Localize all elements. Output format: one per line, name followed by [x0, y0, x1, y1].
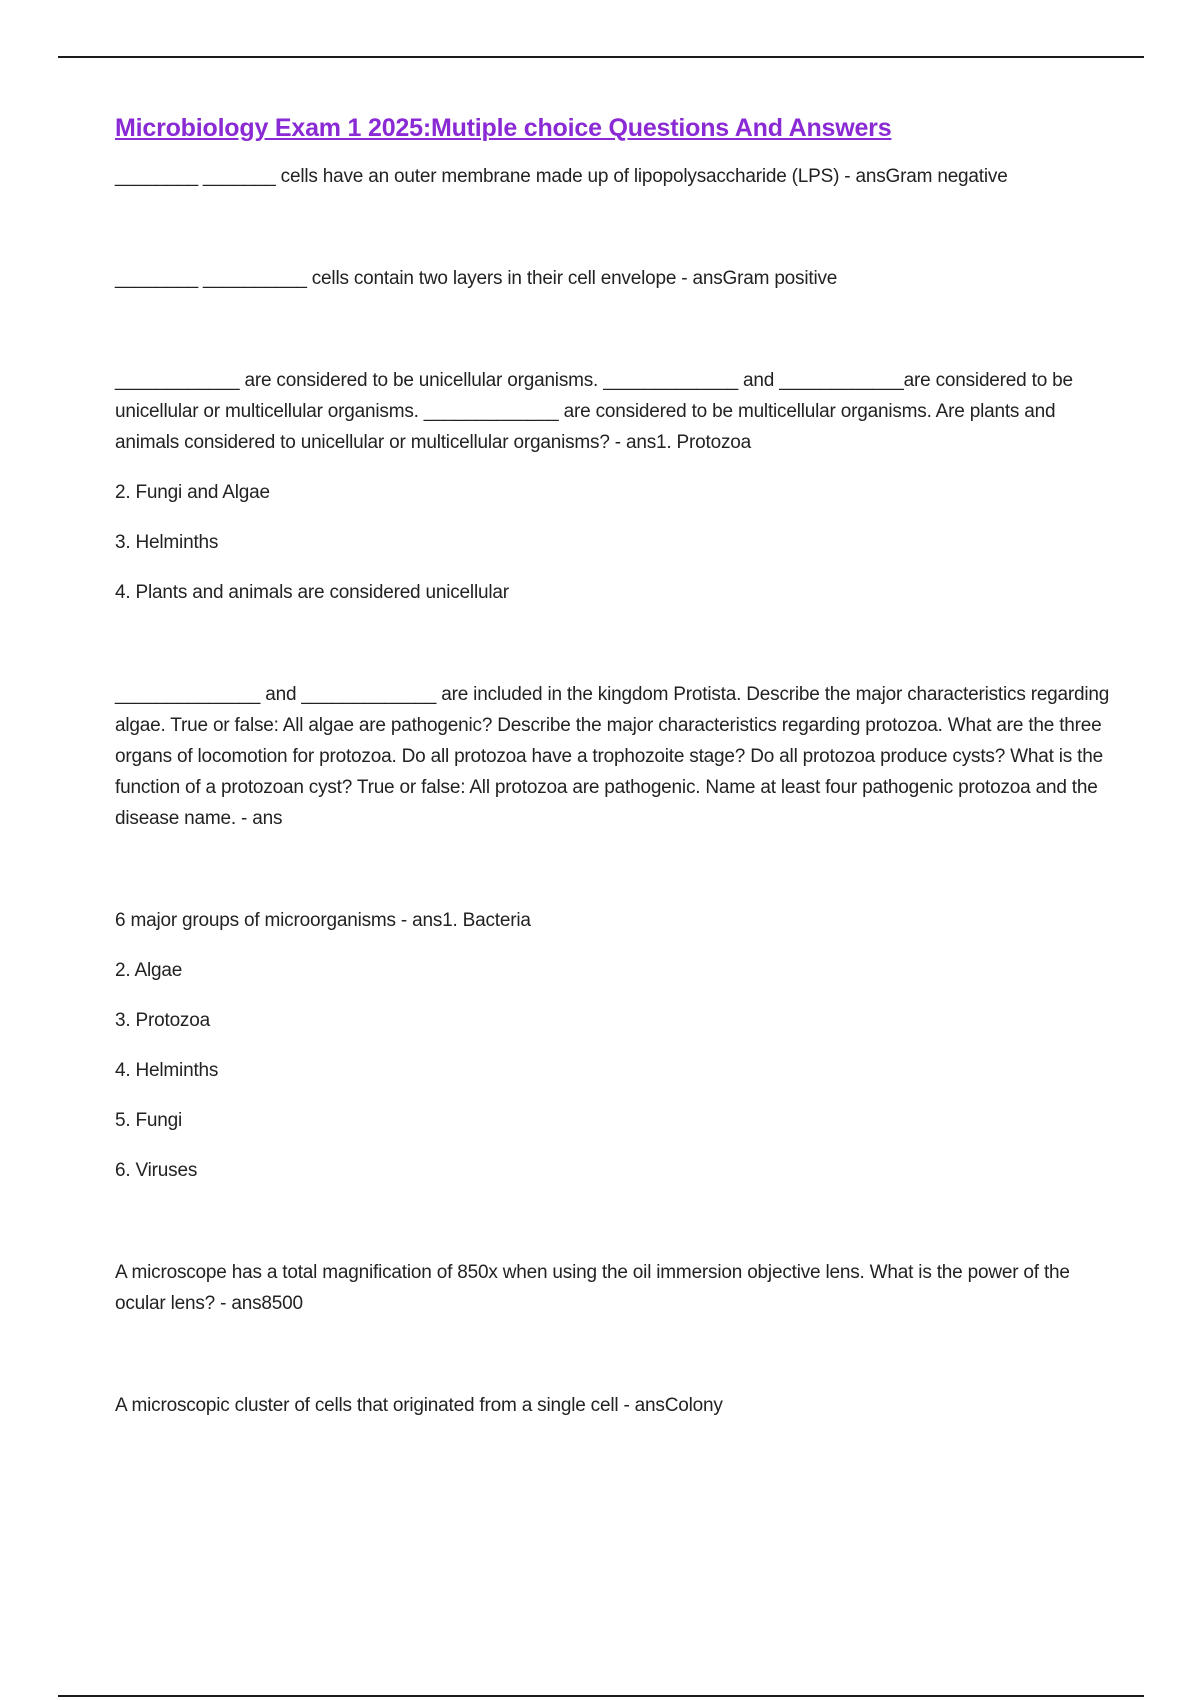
question-gram-negative: ________ _______ cells have an outer membrane made up of lipopolysaccharide (LPS) - ansGram negative — [115, 166, 1008, 187]
question-gram-positive: ________ __________ cells contain two layers in their cell envelope - ansGram positive — [115, 268, 838, 289]
question-organism-types: ____________ are considered to be unicellular organisms. _____________ and ____________are considered to be unicellular or multicellular organisms. _____________ are considered to be multicellular organisms. Are plants and animals considered to unicellular or multicellular organisms? - ans1. Protozoa — [115, 370, 1073, 453]
question-protista: ______________ and _____________ are included in the kingdom Protista. Describe the major characteristics regarding algae. True or false: All algae are pathogenic? Describe the major characteristics regarding protozoa. What are the three organs of locomotion for protozoa. Do all protozoa have a trophozoite stage? Do all protozoa produce cysts? What is the function of a protozoan cyst? True or false: All protozoa are pathogenic. Name at least four pathogenic protozoa and the disease name. - ans — [115, 684, 1110, 829]
document-body — [115, 114, 1115, 1421]
bottom-rule — [58, 1695, 1144, 1697]
document-title[interactable]: Microbiology Exam 1 2025:Mutiple choice Questions And Answers — [115, 114, 892, 142]
answer-item: 4. Helminths — [115, 1060, 219, 1081]
answer-item: 5. Fungi — [115, 1110, 183, 1131]
answer-item: 2. Fungi and Algae — [115, 482, 270, 503]
question-microscope-magnification: A microscope has a total magnification of 850x when using the oil immersion objective lens. What is the power of the ocular lens? - ans8500 — [115, 1262, 1070, 1314]
question-colony: A microscopic cluster of cells that originated from a single cell - ansColony — [115, 1395, 723, 1416]
top-rule — [58, 56, 1144, 58]
question-microorganism-groups: 6 major groups of microorganisms - ans1. Bacteria — [115, 910, 531, 931]
answer-item: 6. Viruses — [115, 1160, 198, 1181]
answer-item: 2. Algae — [115, 960, 183, 981]
answer-item: 3. Helminths — [115, 532, 219, 553]
answer-item: 3. Protozoa — [115, 1010, 210, 1031]
answer-item: 4. Plants and animals are considered unicellular — [115, 582, 509, 603]
